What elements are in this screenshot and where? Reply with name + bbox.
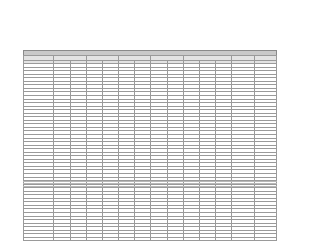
footnotes: [23, 180, 277, 188]
table-cell: [54, 237, 70, 241]
footnote-3: [23, 185, 277, 188]
table-cell: [167, 237, 183, 241]
table-cell: [102, 237, 118, 241]
table-cell: [254, 237, 276, 241]
table-cell: [200, 237, 216, 241]
table-cell: [135, 237, 151, 241]
summary-table-container: [23, 50, 277, 241]
summary-table: [23, 55, 277, 241]
table-row: [24, 237, 277, 241]
row-label-cell: [24, 237, 54, 241]
table-cell: [119, 237, 135, 241]
table-cell: [232, 237, 254, 241]
table-cell: [70, 237, 86, 241]
table-cell: [151, 237, 167, 241]
table-cell: [183, 237, 199, 241]
table-cell: [216, 237, 232, 241]
table-body: [24, 64, 277, 241]
table-cell: [86, 237, 102, 241]
